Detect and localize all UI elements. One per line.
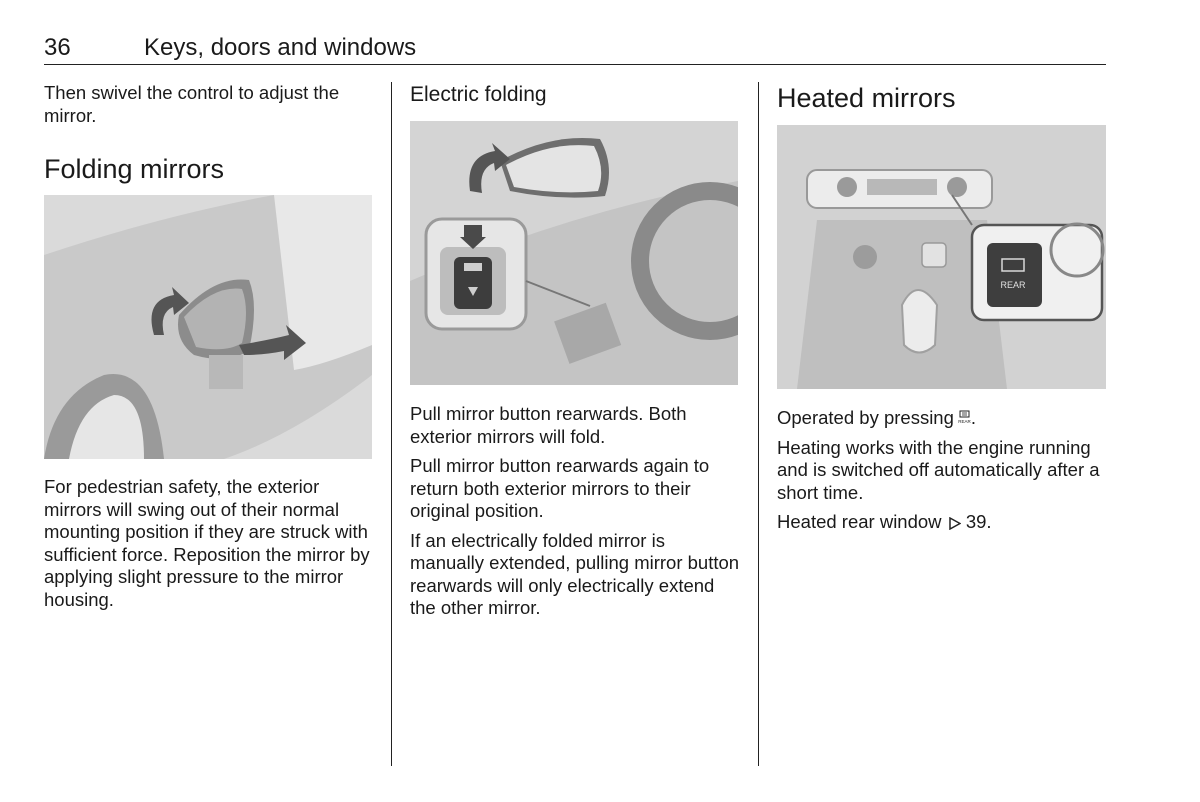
page-header <box>44 34 1106 65</box>
intro-paragraph: Then swivel the control to adjust the mirror. <box>44 82 340 126</box>
column-heated-mirrors <box>777 80 1107 541</box>
electric-folding-paragraph-3: If an electrically folded mirror is manually extended, pulling mirror button rearwards will only electrically extend the other mirror. <box>410 529 740 618</box>
cross-reference-page: 39. <box>965 511 992 532</box>
column-folding-mirrors <box>44 80 374 618</box>
cross-reference[interactable] <box>777 511 1107 534</box>
heating-description: Heating works with the engine running and is switched off automatically after a short time. <box>777 436 1100 503</box>
section-heading-heated-mirrors: Heated mirrors <box>777 83 956 113</box>
column-divider <box>391 82 392 766</box>
chapter-title: Keys, doors and windows <box>144 34 417 61</box>
column-divider <box>758 82 759 766</box>
heated-mirror-button-illustration <box>777 125 1106 389</box>
column-electric-folding <box>410 80 742 627</box>
page-number: 36 <box>44 34 71 61</box>
svg-text:REAR: REAR <box>958 419 971 424</box>
folding-mirror-illustration <box>44 195 372 459</box>
electric-folding-paragraph-1: Pull mirror button rearwards. Both exterior mirrors will fold. <box>410 403 687 447</box>
operated-by-text: Operated by pressing <box>777 407 954 428</box>
page-reference-arrow-icon <box>949 517 961 530</box>
electric-folding-mirror-illustration <box>410 121 738 385</box>
rear-window-heating-icon <box>958 410 971 426</box>
section-heading-folding-mirrors: Folding mirrors <box>44 154 225 184</box>
electric-folding-paragraph-2: Pull mirror button rearwards again to return both exterior mirrors to their original position. <box>410 455 710 521</box>
rear-button-label: REAR <box>1000 280 1026 290</box>
operated-by-paragraph: Operated by pressing REAR . <box>777 407 977 428</box>
section-heading-electric-folding: Electric folding <box>410 83 547 106</box>
cross-reference-text: Heated rear window <box>777 511 942 532</box>
folding-mirrors-body: For pedestrian safety, the exterior mirrors will swing out of their normal mounting position if they are struck with sufficient force. Reposition the mirror by applying slight pressure to the mirror housing. <box>44 476 370 610</box>
